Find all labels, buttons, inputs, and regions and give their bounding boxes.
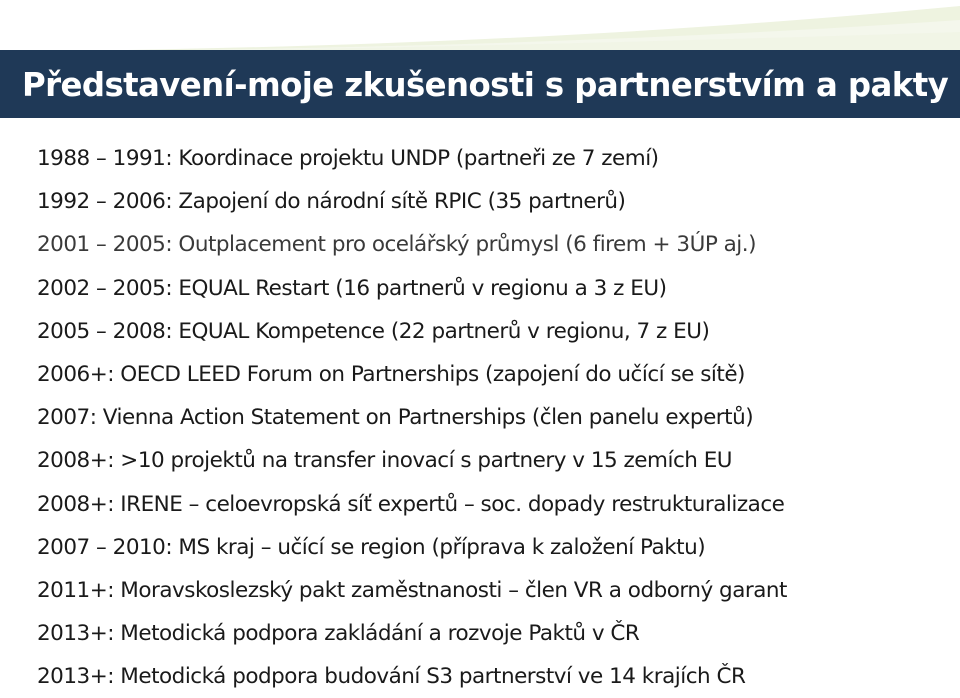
list-item: 1988 – 1991: Koordinace projektu UNDP (partneři ze 7 zemí) [37,146,659,171]
list-item: 2008+: >10 projektů na transfer inovací s partnery v 15 zemích EU [37,448,733,474]
list-item: 2005 – 2008: EQUAL Kompetence (22 partnerů v regionu, 7 z EU) [37,318,710,344]
list-item: 2002 – 2005: EQUAL Restart (16 partnerů v regionu a 3 z EU) [37,275,667,301]
title-bar [0,50,960,118]
list-item: 2007: Vienna Action Statement on Partnerships (člen panelu expertů) [37,405,754,431]
slide-title: Představení-moje zkušenosti s partnerstvím a pakty [22,64,949,104]
list-item: 2007 – 2010: MS kraj – učící se region (příprava k založení Paktu) [37,534,706,560]
list-item: 2013+: Metodická podpora budování S3 partnerství ve 14 krajích ČR [37,664,746,690]
list-item: 2013+: Metodická podpora zakládání a rozvoje Paktů v ČR [37,621,640,647]
list-item: 2001 – 2005: Outplacement pro ocelářský průmysl (6 firem + 3ÚP aj.) [37,232,756,258]
list-item: 1992 – 2006: Zapojení do národní sítě RPIC (35 partnerů) [37,189,626,215]
list-item: 2011+: Moravskoslezský pakt zaměstnanosti – člen VR a odborný garant [37,577,787,603]
experience-list [37,137,787,698]
list-item: 2008+: IRENE – celoevropská síť expertů – soc. dopady restrukturalizace [37,491,785,517]
list-item: 2006+: OECD LEED Forum on Partnerships (zapojení do učící se sítě) [37,361,745,387]
